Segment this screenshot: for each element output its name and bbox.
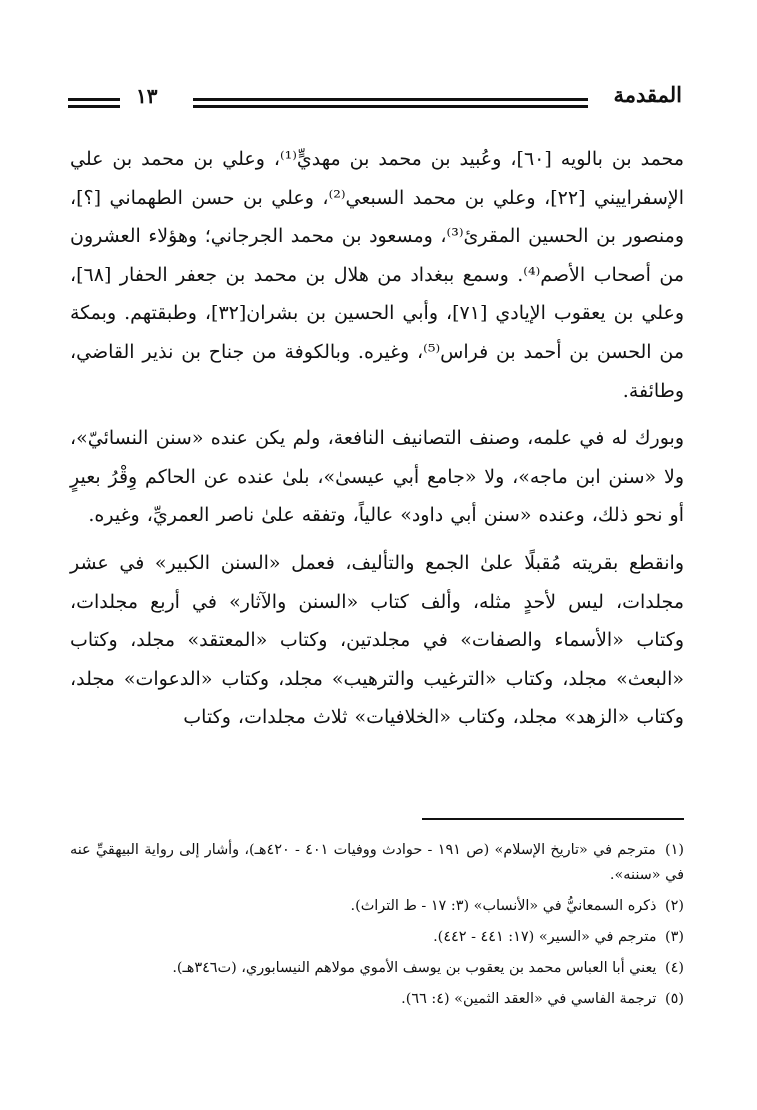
page-number: ١٣: [136, 84, 158, 108]
footnote-text: ذكره السمعانيُّ في «الأنساب» (٣: ١٧ - ط التراث).: [350, 898, 657, 914]
paragraph: وبورك له في علمه، وصنف التصانيف النافعة، ولم يكن عنده «سنن النسائيّ»، ولا «سنن ابن ماجه»، ولا «جامع أبي عيسىٰ»، بلىٰ عنده عن الحاكم وِقْرُ بعيرٍ أو نحو ذلك، وعنده «سنن أبي داود» عالياً، وتفقه علىٰ ناصر العمريِّ، وغيره.: [70, 427, 684, 527]
footnote: [70, 956, 684, 981]
paragraph: وانقطع بقريته مُقبلًا علىٰ الجمع والتأليف، فعمل «السنن الكبير» في عشر مجلدات، ليس لأحدٍ مثله، وألف كتاب «السنن والآثار» في أربع مجلدات، وكتاب «الأسماء والصفات» في مجلدتين، وكتاب «المعتقد» مجلد، وكتاب «البعث» مجلد، وكتاب «الترغيب والترهيب» مجلد، وكتاب «الدعوات» مجلد، وكتاب «الزهد» مجلد، وكتاب «الخلافيات» ثلاث مجلدات، وكتاب: [70, 551, 684, 729]
footnote: [70, 987, 684, 1012]
footnote-label: (٥): [665, 991, 684, 1007]
footnote-label: (٢): [665, 898, 684, 914]
paragraph: محمد بن بالويه [٦٠]، وعُبيد بن محمد بن مهديٍّ⁽¹⁾، وعلي بن محمد بن علي الإسفراييني [٢٢]، وعلي بن محمد السبعي⁽²⁾، وعلي بن حسن الطهماني [؟]، ومنصور بن الحسين المقرئ⁽³⁾، ومسعود بن محمد الجرجاني؛ وهؤلاء العشرون من أصحاب الأصم⁽⁴⁾. وسمع ببغداد من هلال بن محمد بن جعفر الحفار [٦٨]، وعلي بن يعقوب الإيادي [٧١]، وأبي الحسين بن بشران[٣٢]، وطبقتهم. وبمكة من الحسن بن أحمد بن فراس⁽⁵⁾، وغيره. وبالكوفة من جناح بن نذير القاضي، وطائفة.: [70, 148, 684, 402]
header-rule: [193, 105, 588, 108]
footnote-separator: [422, 818, 684, 820]
footnote-text: مترجم في «تاريخ الإسلام» (ص ١٩١ - حوادث ووفيات ٤٠١ - ٤٢٠هـ)، وأشار إلى رواية البيهقيِّ عنه في «سننه».: [70, 842, 684, 883]
running-title: المقدمة: [613, 82, 682, 107]
footnote: [70, 838, 684, 888]
footnote-text: مترجم في «السير» (١٧: ٤٤١ - ٤٤٢).: [433, 929, 657, 945]
footnote-label: (٤): [665, 960, 684, 976]
footnote-text: ترجمة الفاسي في «العقد الثمين» (٤: ٦٦).: [401, 991, 657, 1007]
footnote-text: يعني أبا العباس محمد بن يعقوب بن يوسف الأموي مولاهم النيسابوري، (ت٣٤٦هـ).: [172, 960, 657, 976]
footnotes: [70, 838, 684, 1018]
page-header: [68, 82, 682, 122]
footnote-label: (٣): [665, 929, 684, 945]
header-rule: [193, 98, 588, 101]
header-rule: [68, 98, 120, 101]
footnote: [70, 894, 684, 919]
footnote-label: (١): [665, 842, 685, 858]
footnote: [70, 925, 684, 950]
header-rule: [68, 105, 120, 108]
main-text: [70, 140, 684, 737]
